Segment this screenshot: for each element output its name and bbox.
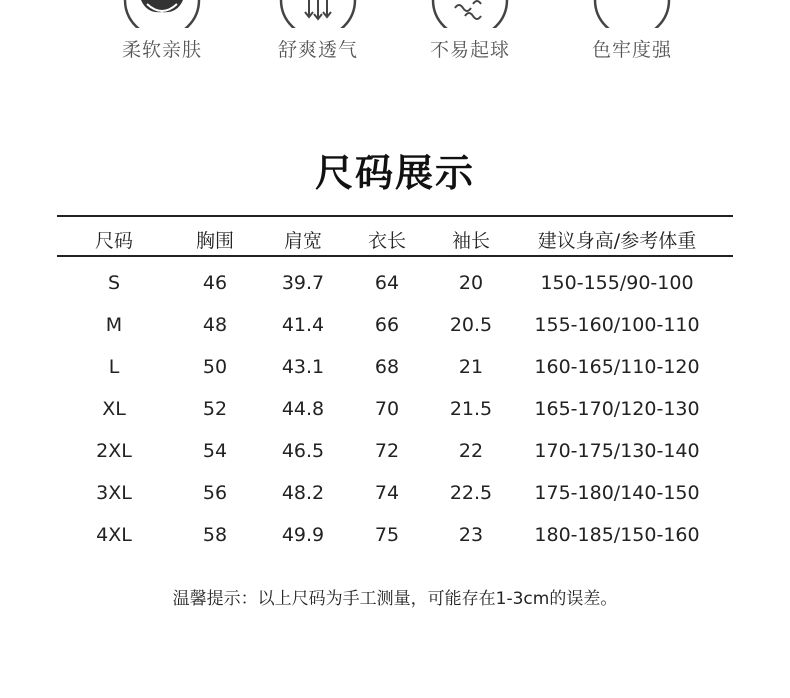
anti-pilling-icon [431, 0, 509, 28]
table-cell: 22 [458, 440, 484, 462]
column-header: 衣长 [367, 230, 406, 252]
size-label-cell: L [108, 356, 120, 378]
table-cell: 66 [374, 314, 400, 336]
table-cell: 48 [202, 314, 228, 336]
table-cell: 70 [374, 398, 400, 420]
colorfast-icon [593, 0, 671, 28]
size-label-cell: 3XL [96, 482, 132, 504]
table-top-rule [57, 215, 733, 217]
table-cell: 170-175/130-140 [534, 440, 700, 462]
table-cell: 58 [202, 524, 228, 546]
size-label-cell: S [107, 272, 121, 294]
table-cell: 22.5 [449, 482, 493, 504]
table-cell: 46.5 [281, 440, 325, 462]
table-cell: 155-160/100-110 [534, 314, 700, 336]
feature-label: 柔软亲肤 [121, 39, 202, 61]
table-cell: 72 [374, 440, 400, 462]
table-cell: 75 [374, 524, 400, 546]
table-cell: 41.4 [281, 314, 325, 336]
table-cell: 46 [202, 272, 228, 294]
size-label-cell: 4XL [96, 524, 132, 546]
table-cell: 175-180/140-150 [534, 482, 700, 504]
table-cell: 39.7 [281, 272, 325, 294]
table-cell: 50 [202, 356, 228, 378]
table-header-rule [57, 255, 733, 257]
column-header: 尺码 [94, 230, 133, 252]
table-cell: 21 [458, 356, 484, 378]
table-cell: 44.8 [281, 398, 325, 420]
breathable-icon [279, 0, 357, 28]
table-cell: 52 [202, 398, 228, 420]
table-cell: 180-185/150-160 [534, 524, 700, 546]
table-cell: 56 [202, 482, 228, 504]
table-cell: 20.5 [449, 314, 493, 336]
feature-row [0, 0, 790, 70]
table-cell: 43.1 [281, 356, 325, 378]
table-cell: 160-165/110-120 [534, 356, 700, 378]
size-label-cell: M [105, 314, 123, 336]
column-header: 建议身高/参考体重 [537, 230, 697, 252]
feature-label: 舒爽透气 [277, 39, 358, 61]
feature-label: 色牢度强 [591, 39, 672, 61]
column-header: 肩宽 [283, 230, 322, 252]
column-header: 胸围 [195, 230, 234, 252]
table-cell: 20 [458, 272, 484, 294]
table-cell: 150-155/90-100 [540, 272, 694, 294]
table-cell: 23 [458, 524, 484, 546]
size-label-cell: 2XL [96, 440, 132, 462]
size-label-cell: XL [102, 398, 126, 420]
table-cell: 68 [374, 356, 400, 378]
feature-label: 不易起球 [429, 39, 510, 61]
table-cell: 21.5 [449, 398, 493, 420]
table-cell: 165-170/120-130 [534, 398, 700, 420]
column-header: 袖长 [451, 230, 490, 252]
skin-soft-icon [123, 0, 201, 28]
table-cell: 64 [374, 272, 400, 294]
table-cell: 54 [202, 440, 228, 462]
measurement-note: 温馨提示：以上尺码为手工测量，可能存在1-3cm的误差。 [172, 589, 618, 609]
table-cell: 74 [374, 482, 400, 504]
table-cell: 49.9 [281, 524, 325, 546]
table-cell: 48.2 [281, 482, 325, 504]
page-title: 尺码展示 [314, 151, 475, 195]
